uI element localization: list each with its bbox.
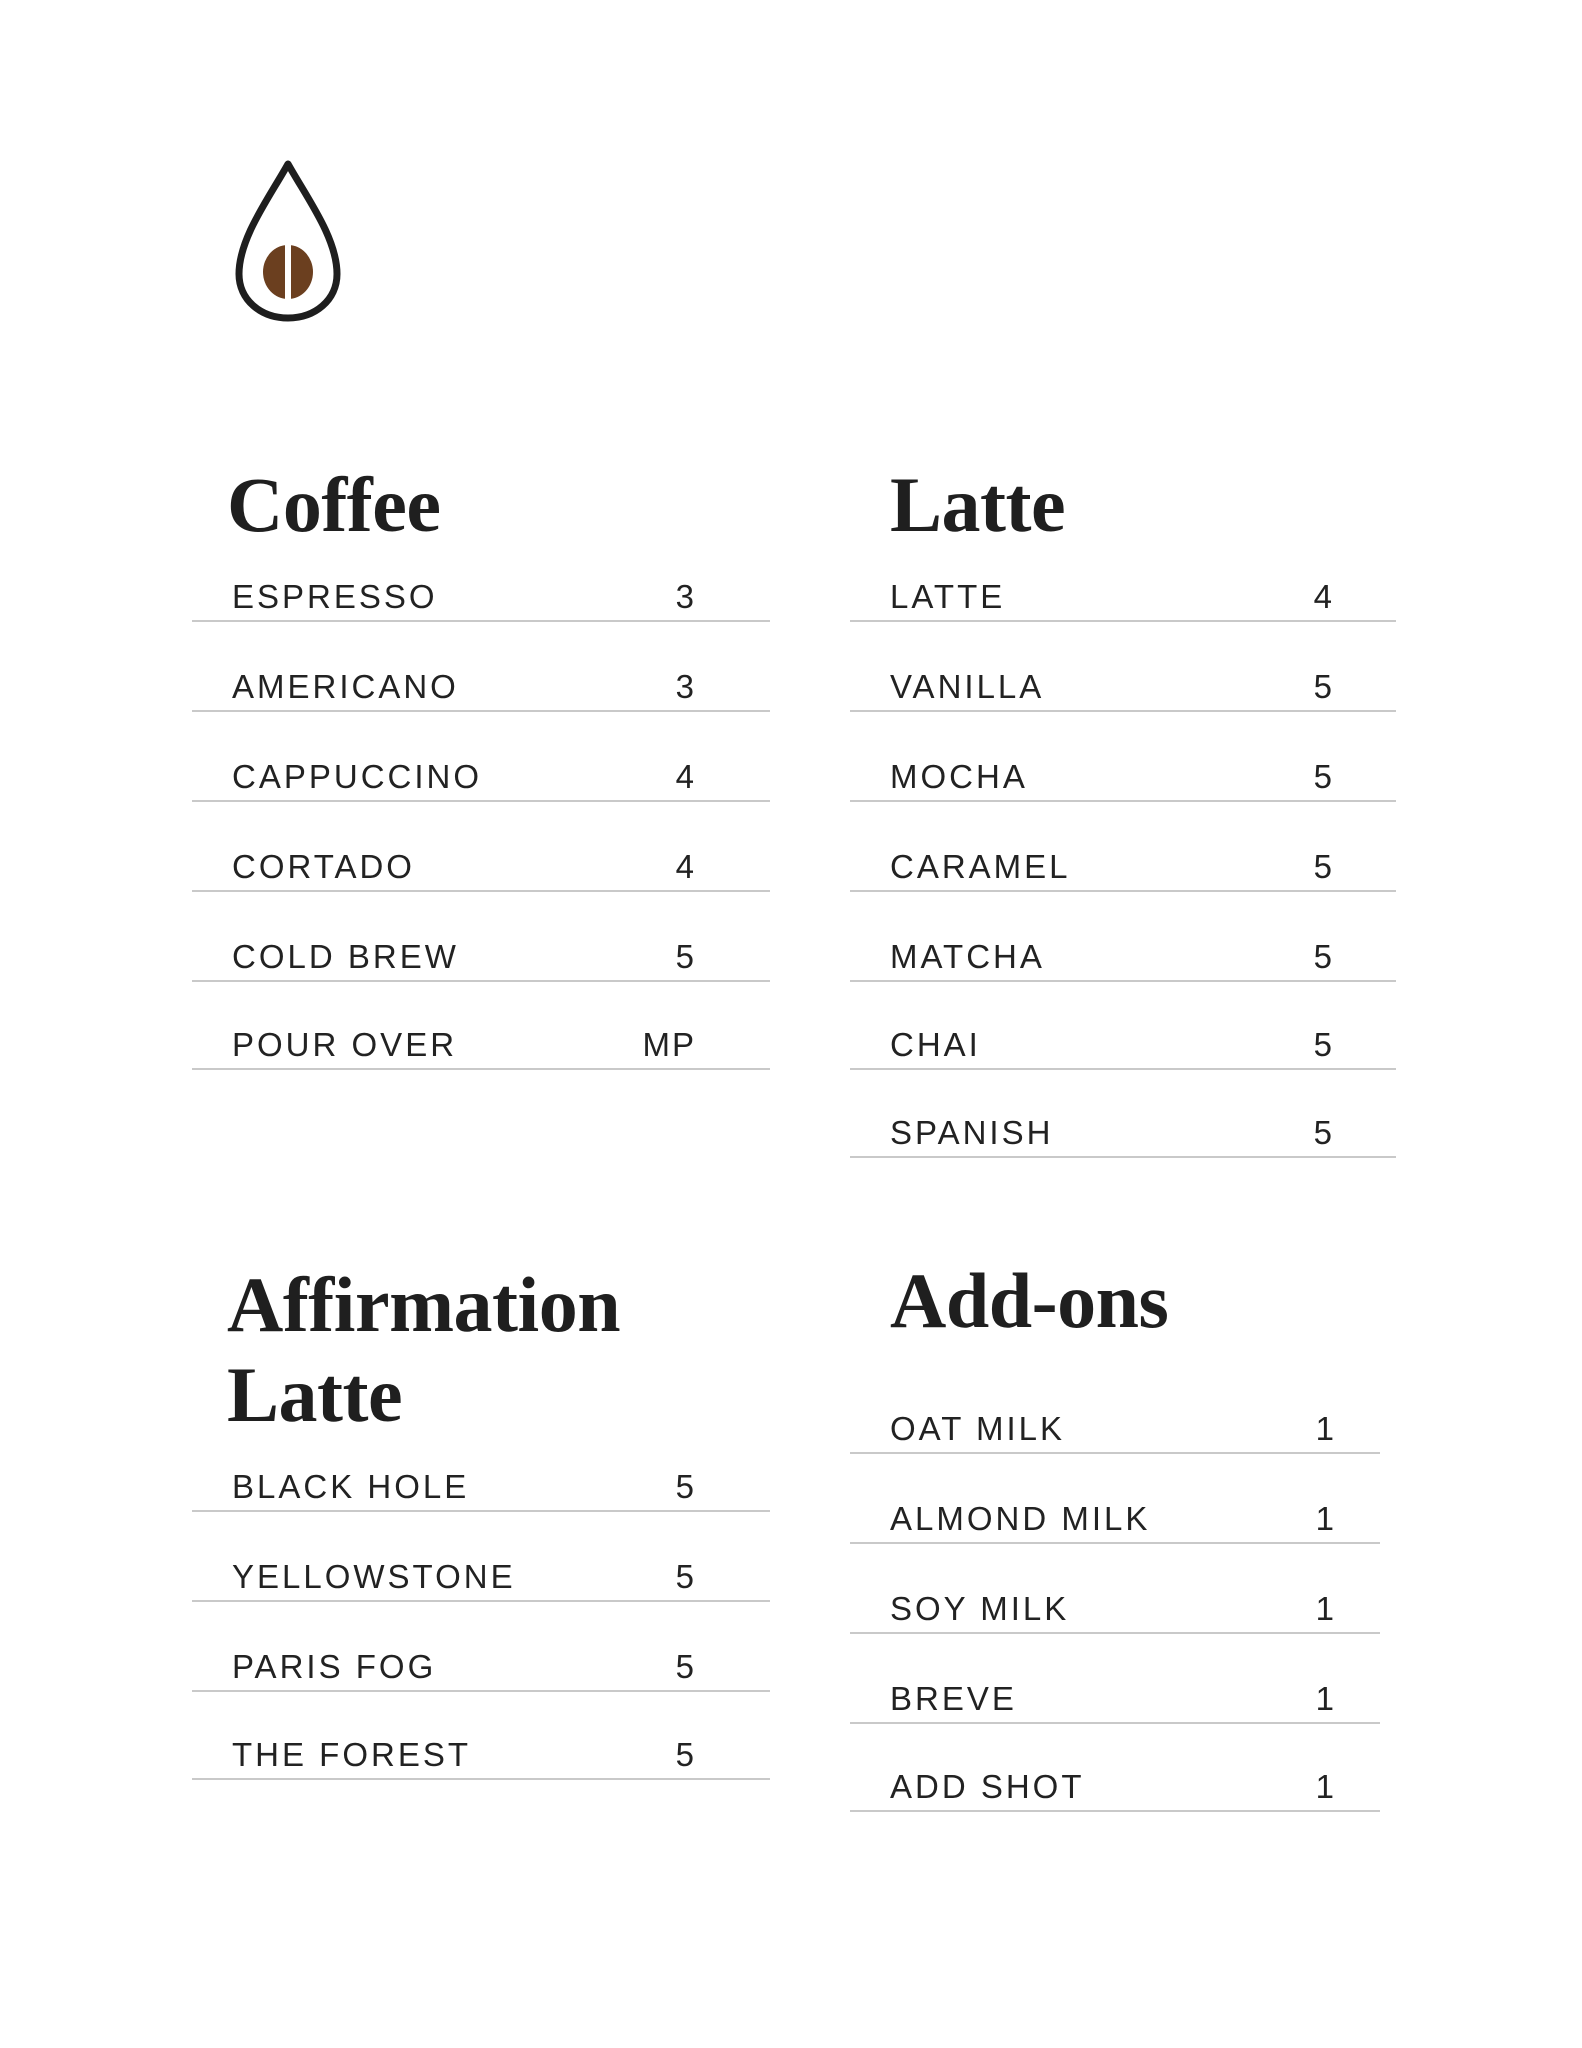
item-price: 4	[1313, 578, 1334, 615]
menu-row	[850, 850, 1396, 892]
item-price: 5	[1313, 758, 1334, 795]
item-name: YELLOWSTONE	[232, 1558, 516, 1595]
item-name: ALMOND MILK	[890, 1500, 1151, 1537]
item-name: BLACK HOLE	[232, 1468, 470, 1505]
section-title-line: Affirmation	[227, 1261, 621, 1348]
item-name: CARAMEL	[890, 848, 1071, 885]
addons-section	[850, 1256, 1336, 1805]
menu-row	[192, 1738, 770, 1780]
item-price: 5	[1313, 668, 1334, 705]
item-name: ESPRESSO	[232, 578, 438, 615]
menu-row	[192, 1028, 770, 1070]
item-price: 5	[675, 1468, 696, 1505]
item-price: 4	[675, 848, 696, 885]
menu-row	[850, 940, 1396, 982]
item-name: VANILLA	[890, 668, 1045, 705]
coffee-drop-icon	[229, 158, 347, 326]
menu-row	[850, 1116, 1396, 1158]
item-name: CORTADO	[232, 848, 415, 885]
item-name: PARIS FOG	[232, 1648, 437, 1685]
item-price: 5	[675, 1736, 696, 1773]
menu-row	[192, 1470, 770, 1512]
item-price: 5	[1313, 848, 1334, 885]
menu-row	[850, 1028, 1396, 1070]
item-price: 5	[1313, 938, 1334, 975]
item-price: 1	[1315, 1410, 1336, 1447]
section-title-latte: Latte	[890, 461, 1066, 548]
menu-row	[850, 580, 1396, 622]
item-price: 3	[675, 668, 696, 705]
affirmation-latte-section	[192, 1260, 696, 1773]
menu-row	[192, 940, 770, 982]
item-name: ADD SHOT	[890, 1768, 1085, 1805]
item-price: 3	[675, 578, 696, 615]
item-price: MP	[642, 1026, 696, 1063]
section-title-affirmation	[227, 1260, 620, 1440]
item-name: SPANISH	[890, 1114, 1054, 1151]
section-title-line: Latte	[227, 1351, 403, 1438]
item-name: MATCHA	[890, 938, 1045, 975]
item-price: 5	[1313, 1026, 1334, 1063]
menu-row	[850, 1412, 1380, 1454]
menu-row	[850, 1502, 1380, 1544]
item-price: 5	[675, 1648, 696, 1685]
item-price: 1	[1315, 1680, 1336, 1717]
item-name: OAT MILK	[890, 1410, 1065, 1447]
menu-row	[192, 760, 770, 802]
menu-row	[850, 670, 1396, 712]
item-name: CHAI	[890, 1026, 981, 1063]
menu-row	[850, 1682, 1380, 1724]
item-name: LATTE	[890, 578, 1006, 615]
item-name: THE FOREST	[232, 1736, 472, 1773]
item-price: 1	[1315, 1768, 1336, 1805]
item-name: CAPPUCCINO	[232, 758, 483, 795]
section-title-coffee: Coffee	[227, 461, 441, 548]
item-price: 1	[1315, 1590, 1336, 1627]
item-name: POUR OVER	[232, 1026, 458, 1063]
item-name: BREVE	[890, 1680, 1017, 1717]
item-price: 1	[1315, 1500, 1336, 1537]
menu-row	[850, 760, 1396, 802]
coffee-section	[192, 460, 696, 1063]
item-name: MOCHA	[890, 758, 1028, 795]
menu-row	[192, 670, 770, 712]
item-name: SOY MILK	[890, 1590, 1070, 1627]
menu-row	[850, 1592, 1380, 1634]
item-price: 5	[675, 1558, 696, 1595]
item-price: 5	[675, 938, 696, 975]
latte-section	[850, 460, 1334, 1151]
section-title-addons: Add-ons	[890, 1257, 1169, 1344]
item-price: 4	[675, 758, 696, 795]
menu-row	[192, 1650, 770, 1692]
item-price: 5	[1313, 1114, 1334, 1151]
menu-row	[850, 1770, 1380, 1812]
menu-row	[192, 580, 770, 622]
item-name: AMERICANO	[232, 668, 459, 705]
menu-row	[192, 1560, 770, 1602]
menu-row	[192, 850, 770, 892]
item-name: COLD BREW	[232, 938, 459, 975]
